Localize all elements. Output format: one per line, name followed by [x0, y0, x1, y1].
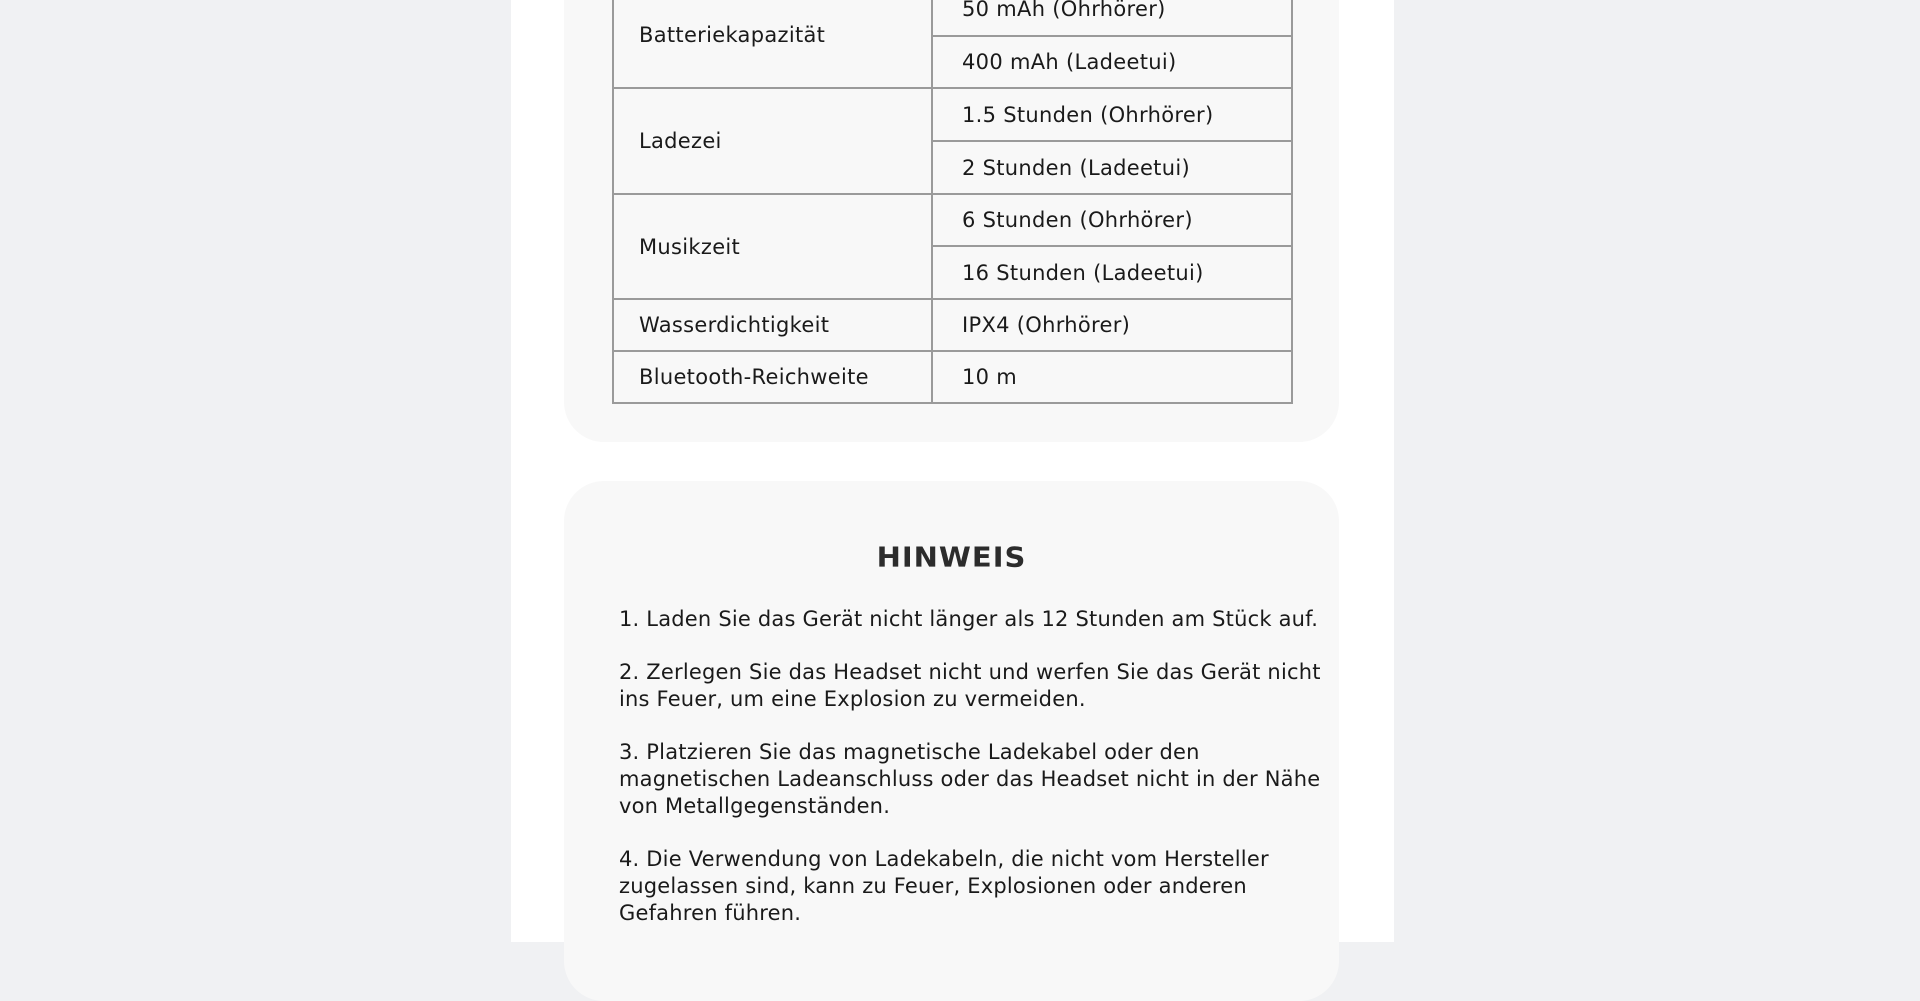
spec-value: 50 mAh (Ohrhörer) — [932, 0, 1292, 36]
spec-value: 400 mAh (Ladeetui) — [932, 36, 1292, 88]
notice-item: 4. Die Verwendung von Ladekabeln, die nicht vom Hersteller zugelassen sind, kann zu Feuer, Explosionen oder anderen Gefahren führen. — [619, 847, 1269, 925]
table-row — [613, 299, 1292, 351]
table-row — [613, 194, 1292, 246]
table-row — [613, 88, 1292, 141]
notice-item: 2. Zerlegen Sie das Headset nicht und werfen Sie das Gerät nicht ins Feuer, um eine Explosion zu vermeiden. — [619, 660, 1321, 711]
notice-item: 3. Platzieren Sie das magnetische Ladekabel oder den magnetischen Ladeanschluss oder das Headset nicht in der Nähe von Metallgegenständen. — [619, 740, 1321, 818]
spec-label: Bluetooth-Reichweite — [613, 351, 932, 403]
spec-label: Musikzeit — [613, 194, 932, 299]
spec-value: 10 m — [932, 351, 1292, 403]
spec-value: 2 Stunden (Ladeetui) — [932, 141, 1292, 194]
table-row — [613, 0, 1292, 36]
notice-list — [619, 606, 1329, 953]
notice-title: HINWEIS — [876, 540, 1027, 574]
table-row — [613, 351, 1292, 403]
spec-value: 1.5 Stunden (Ohrhörer) — [932, 88, 1292, 141]
spec-value: 6 Stunden (Ohrhörer) — [932, 194, 1292, 246]
spec-table — [612, 0, 1293, 404]
spec-value: IPX4 (Ohrhörer) — [932, 299, 1292, 351]
spec-label: Ladezei — [613, 88, 932, 194]
spec-card — [564, 0, 1339, 442]
spec-label: Wasserdichtigkeit — [613, 299, 932, 351]
spec-value: 16 Stunden (Ladeetui) — [932, 246, 1292, 299]
page-column — [511, 0, 1394, 942]
notice-item: 1. Laden Sie das Gerät nicht länger als 12 Stunden am Stück auf. — [619, 607, 1319, 631]
spec-label: Batteriekapazität — [613, 0, 932, 88]
notice-card — [564, 481, 1339, 1001]
